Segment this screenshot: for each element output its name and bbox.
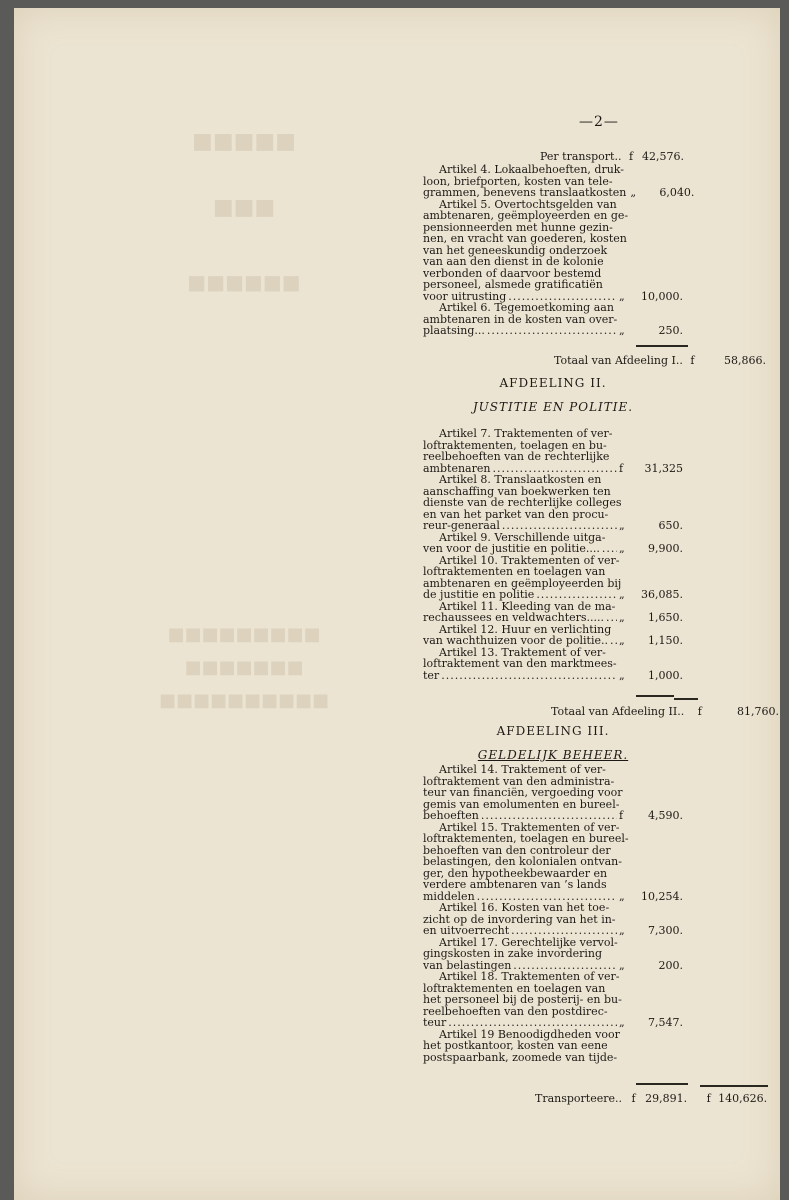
ditto-mark: „ (619, 611, 625, 624)
article-text: nen, en vracht van goederen, kosten (423, 232, 627, 245)
article-line (423, 635, 683, 647)
ditto-mark: „ (619, 289, 625, 303)
article-line (423, 658, 683, 670)
article-line (423, 210, 683, 222)
article-amount: 250. (658, 324, 683, 337)
leader-dots (487, 325, 617, 337)
article-text: ambtenaren, geëmployeerden en ge- (423, 209, 629, 222)
article-text: Artikel 16. Kosten van het toe- (439, 901, 610, 914)
article-amount: 650. (658, 519, 683, 532)
total2-amount: 81,760. (737, 705, 779, 718)
article-text: dienste van de rechterlijke colleges (423, 496, 622, 509)
article-text: verdere ambtenaren van ’s lands (423, 878, 607, 891)
article-text: Artikel 10. Traktementen of ver- (439, 553, 620, 567)
article-text: ven voor de justitie en politie.... (423, 542, 600, 555)
transport-currency1: f (631, 1092, 636, 1105)
article-line (423, 994, 683, 1006)
article-text: reelbehoeften van de rechterlijke (423, 450, 610, 463)
ditto-mark: „ (619, 542, 625, 555)
article-text: postspaarbank, zoomede van tijde- (423, 1050, 618, 1064)
article-text: van het geneeskundig onderzoek (423, 243, 608, 257)
article-amount: 7,300. (648, 924, 683, 937)
ditto-mark: „ (619, 634, 625, 647)
total2-currency: f (697, 705, 702, 718)
article-text: rechaussees en veldwachters..... (423, 611, 605, 624)
article-entry (423, 822, 683, 903)
article-text: loon, briefporten, kosten van tele- (423, 174, 613, 188)
article-amount: 1,150. (648, 634, 683, 647)
article-line (423, 186, 695, 199)
article-line (423, 1040, 683, 1052)
leader-dots (502, 520, 617, 532)
leader-dots (448, 1017, 617, 1029)
article-entry (423, 532, 683, 555)
article-text: van wachthuizen voor de politie.. (423, 634, 608, 647)
article-line (423, 233, 683, 245)
article-text: Artikel 12. Huur en verlichting (439, 622, 612, 636)
article-amount: 31,325 (644, 461, 683, 475)
leader-dots (481, 810, 617, 822)
section2-items (423, 428, 683, 681)
article-line (423, 856, 683, 868)
ditto-mark: „ (619, 324, 625, 337)
article-text: ambtenaren in de kosten van over- (423, 312, 618, 326)
article-text: zicht op de invordering van het in- (423, 912, 616, 926)
article-text: het personeel bij de posterij- en bu- (423, 993, 622, 1006)
article-text: behoeften (423, 809, 479, 822)
article-amount: 4,590. (648, 809, 683, 822)
article-text: grammen, benevens translaatkosten (423, 186, 627, 199)
ditto-mark: „ (630, 186, 637, 199)
article-text: Artikel 15. Traktementen of ver- (439, 820, 620, 834)
transport-rule-a (636, 1083, 688, 1085)
article-line (423, 1006, 683, 1018)
transport-rule-b (700, 1085, 768, 1087)
article-line (423, 670, 683, 682)
article-line (423, 948, 683, 960)
article-text: loftraktementen en toelagen van (423, 565, 606, 578)
total2-rule-a (636, 695, 674, 697)
article-amount: 1,650. (648, 611, 683, 624)
article-text: Artikel 8. Translaatkosten en (439, 473, 602, 486)
article-text: belastingen, den kolonialen ontvan- (423, 855, 622, 868)
article-text: ter (423, 668, 440, 682)
ditto-mark: „ (619, 889, 625, 903)
leader-dots (441, 670, 617, 682)
article-text: loftraktementen, toelagen en bureel- (423, 832, 629, 845)
article-text: ambtenaren (423, 461, 491, 475)
article-text: Artikel 9. Verschillende uitga- (439, 530, 606, 544)
article-text: ambtenaren en geëmployeerden bij (423, 576, 622, 590)
section2 (423, 378, 683, 413)
article-line (423, 925, 683, 937)
transport-label: Transporteere.. (535, 1092, 623, 1105)
per-transport-line (540, 150, 684, 163)
article-entry (423, 624, 683, 647)
ditto-mark: „ (619, 924, 625, 937)
article-amount: 1,000. (648, 668, 683, 682)
document-page (14, 8, 780, 1200)
article-text: ger, den hypotheekbewaarder en (423, 866, 608, 880)
article-entry (423, 971, 683, 1029)
article-amount: 36,085. (641, 588, 683, 601)
article-text: behoeften van den controleur der (423, 843, 611, 857)
bleed-through-left-page: ■■■■■ ■■■ ■■■■■■ ■■■■■■■■■ ■■■■■■■ ■■■■■■■■■■ (158, 128, 330, 711)
article-line (423, 428, 683, 440)
article-line (423, 902, 683, 914)
article-text: pensionneerden met hunne gezin- (423, 220, 613, 234)
total1-amount: 58,866. (724, 354, 766, 367)
per-transport-label: Per transport.. (540, 150, 622, 163)
article-line (423, 879, 683, 891)
article-line (423, 325, 683, 337)
article-entry (423, 199, 683, 303)
article-amount: 10,254. (641, 889, 683, 903)
article-text: teur van financiën, vergoeding voor (423, 786, 623, 799)
total2-label: Totaal van Afdeeling II.. (551, 705, 685, 718)
article-text: loftraktementen, toelagen en bu- (423, 438, 607, 452)
article-line (423, 474, 683, 486)
article-text: loftraktement van den administra- (423, 774, 615, 788)
article-text: aanschaffing van boekwerken ten (423, 484, 611, 498)
article-entry (423, 647, 683, 682)
article-amount: 10,000. (641, 289, 683, 303)
article-text: Artikel 7. Traktementen of ver- (439, 427, 613, 440)
article-entry (423, 428, 683, 474)
per-transport-currency: f (628, 150, 634, 163)
total2-line (551, 705, 779, 718)
ditto-mark: „ (619, 668, 625, 682)
transport-amount1: 29,891. (645, 1092, 688, 1105)
article-line (423, 787, 683, 799)
article-text: Artikel 13. Traktement of ver- (439, 645, 606, 659)
article-line (423, 612, 683, 624)
article-text: gemis van emolumenten en bureel- (423, 797, 620, 811)
article-text: Artikel 18. Traktementen of ver- (439, 970, 620, 983)
ditto-mark: f (619, 461, 624, 475)
article-text: de justitie en politie (423, 588, 535, 601)
article-text: Artikel 11. Kleeding van de ma- (439, 599, 616, 613)
leader-dots (602, 543, 617, 555)
article-text: reelbehoeften van den postdirec- (423, 1004, 608, 1018)
article-text: Artikel 14. Traktement of ver- (439, 763, 606, 776)
ditto-mark: „ (619, 958, 625, 972)
article-line (423, 279, 683, 291)
article-text: Artikel 4. Lokaalbehoeften, druk- (439, 163, 624, 176)
article-line (423, 764, 683, 776)
article-entry (423, 902, 683, 937)
total2-rule-b (674, 698, 698, 700)
page-number: —2— (579, 114, 619, 130)
article-amount: 7,547. (648, 1016, 683, 1029)
total1-label: Totaal van Afdeeling I.. (554, 354, 683, 367)
leader-dots (610, 635, 617, 647)
article-line (423, 589, 683, 601)
article-text: verbonden of daarvoor bestemd (423, 266, 602, 280)
section2-heading: AFDEELING II. (499, 376, 607, 390)
article-line (423, 1017, 683, 1029)
ditto-mark: „ (619, 588, 625, 601)
section2-subheading: JUSTITIE EN POLITIE. (472, 399, 634, 414)
article-amount: 200. (658, 958, 683, 972)
article-entry (423, 1029, 683, 1064)
article-text: en uitvoerrecht (423, 924, 510, 937)
article-line (423, 520, 683, 532)
ditto-mark: „ (619, 519, 625, 532)
article-entry (423, 555, 683, 601)
article-line (423, 451, 683, 463)
article-line (423, 833, 683, 845)
article-text: Artikel 6. Tegemoetkoming aan (439, 301, 614, 314)
article-entry (423, 474, 683, 532)
article-line (423, 497, 683, 509)
total1-currency: f (690, 354, 695, 367)
article-text: het postkantoor, kosten van eene (423, 1039, 608, 1052)
article-line (423, 566, 683, 578)
article-text: middelen (423, 889, 475, 903)
per-transport-amount: 42,576. (642, 150, 684, 163)
article-text: en van het parket van den procu- (423, 507, 609, 521)
total1-line (554, 354, 766, 367)
section1-items (423, 163, 695, 337)
total1-rule (636, 345, 688, 347)
article-amount: 6,040. (659, 186, 695, 199)
transport-currency2: f (706, 1092, 711, 1105)
article-text: Artikel 17. Gerechtelijke vervol- (439, 935, 618, 949)
article-line (423, 164, 683, 176)
article-text: Artikel 19 Benoodigdheden voor (439, 1027, 620, 1041)
article-entry (423, 764, 683, 822)
ditto-mark: f (619, 809, 624, 822)
article-text: personeel, alsmede gratificatiën (423, 278, 603, 291)
section3-items (423, 764, 683, 1063)
leader-dots (606, 612, 617, 624)
article-text: gingskosten in zake invordering (423, 947, 603, 960)
transport-line (535, 1092, 767, 1105)
section3 (423, 726, 683, 761)
leader-dots (536, 589, 617, 601)
ditto-mark: „ (619, 1016, 625, 1029)
article-text: teur (423, 1016, 447, 1029)
section3-heading: AFDEELING III. (496, 724, 610, 738)
article-line (423, 543, 683, 555)
article-line (423, 1052, 683, 1064)
article-line (423, 971, 683, 983)
article-text: loftraktement van den marktmees- (423, 657, 617, 670)
article-line (423, 256, 683, 268)
leader-dots (511, 925, 617, 937)
article-text: van belastingen (423, 958, 512, 972)
article-entry (423, 302, 683, 337)
article-text: plaatsing... (423, 324, 485, 337)
article-text: Artikel 5. Overtochtsgelden van (439, 197, 617, 211)
article-text: voor uitrusting (423, 289, 507, 303)
section3-subheading: GELDELIJK BEHEER. (477, 747, 629, 762)
article-text: van aan den dienst in de kolonie (423, 255, 604, 268)
article-entry (423, 163, 695, 199)
article-text: loftraktementen en toelagen van (423, 981, 606, 995)
article-entry (423, 937, 683, 972)
article-amount: 9,900. (648, 542, 683, 555)
article-line (423, 810, 683, 822)
transport-amount2: 140,626. (718, 1092, 768, 1105)
article-line (423, 302, 683, 314)
article-text: reur-generaal (423, 519, 500, 532)
article-entry (423, 601, 683, 624)
